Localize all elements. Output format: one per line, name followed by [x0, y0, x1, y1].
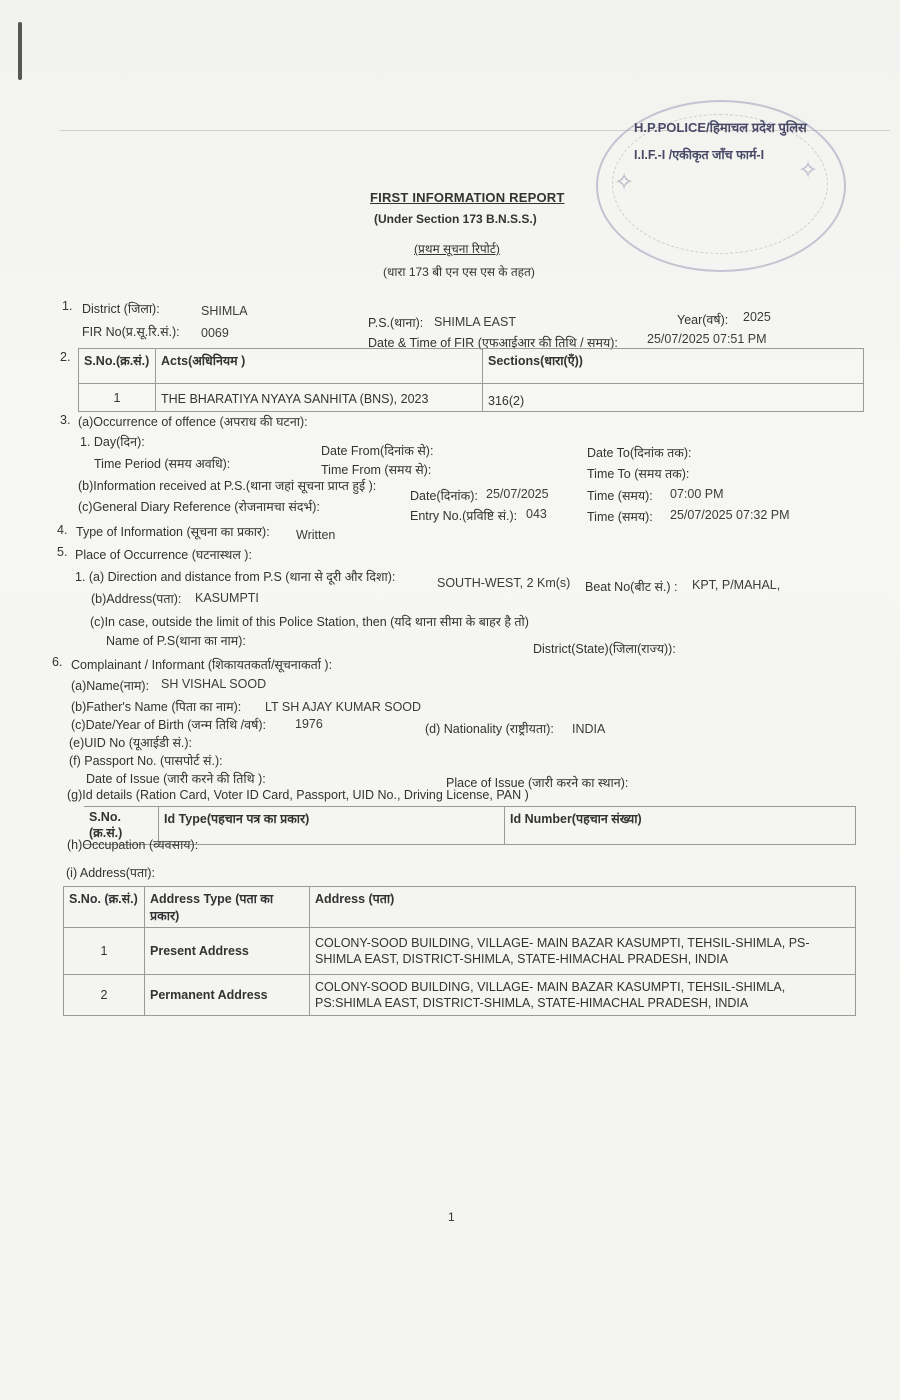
uid-label: (e)UID No (यूआईडी सं.):: [69, 736, 193, 750]
table-header-cell: Address Type (पता का प्रकार): [145, 887, 310, 928]
occupation-label: (h)Occupation (व्यवसाय):: [67, 838, 199, 852]
table-cell: 2: [64, 975, 145, 1016]
nationality-label: (d) Nationality (राष्ट्रीयता):: [425, 722, 554, 736]
name-value: SH VISHAL SOOD: [161, 677, 267, 691]
police-header-line1: H.P.POLICE/हिमाचल प्रदेश पुलिस: [634, 120, 807, 135]
gd-reference-label: (c)General Diary Reference (रोजनामचा संदर्भ):: [78, 500, 320, 514]
direction-value: SOUTH-WEST, 2 Km(s): [437, 576, 571, 590]
star-icon: ✧: [614, 169, 635, 196]
section-number: 3.: [60, 413, 71, 427]
star-icon: ✧: [798, 157, 819, 184]
father-name-value: LT SH AJAY KUMAR SOOD: [265, 700, 422, 714]
district-value: SHIMLA: [201, 304, 248, 318]
time-period-label: Time Period (समय अवधि):: [94, 457, 231, 471]
date-of-issue-label: Date of Issue (जारी करने की तिथि ):: [86, 772, 266, 786]
year-value: 2025: [743, 310, 771, 324]
table-cell: 316(2): [483, 384, 864, 412]
date-from-label: Date From(दिनांक से):: [321, 444, 434, 458]
gd-time-label: Time (समय):: [587, 510, 653, 524]
fir-value: 0069: [201, 326, 229, 340]
place-of-issue-label: Place of Issue (जारी करने का स्थान):: [446, 776, 629, 790]
id-details-label: (g)Id details (Ration Card, Voter ID Card, Passport, UID No., Driving License, PAN ): [67, 788, 529, 802]
table-header-cell: Acts(अधिनियम ): [156, 349, 483, 384]
entry-no-label: Entry No.(प्रविष्टि सं.):: [410, 509, 518, 523]
page-subtitle: (Under Section 173 B.N.S.S.): [374, 212, 537, 226]
table-cell: Permanent Address: [145, 975, 310, 1016]
table-cell: COLONY-SOOD BUILDING, VILLAGE- MAIN BAZAR KASUMPTI, TEHSIL-SHIMLA, PS:SHIMLA EAST, DISTRICT-SHIMLA, STATE-HIMACHAL PRADESH, INDIA: [310, 975, 856, 1016]
nationality-value: INDIA: [572, 722, 606, 736]
page-title-hindi: (प्रथम सूचना रिपोर्ट): [414, 242, 500, 256]
table-row: [79, 384, 864, 412]
page-title: FIRST INFORMATION REPORT: [370, 190, 565, 205]
table-header-row: [79, 349, 864, 384]
dob-value: 1976: [295, 717, 323, 731]
outside-ps-label: (c)In case, outside the limit of this Police Station, then (यदि थाना सीमा के बाहर है तो): [90, 615, 529, 629]
dob-label: (c)Date/Year of Birth (जन्म तिथि /वर्ष):: [71, 718, 266, 732]
table-header-cell: S.No.(क्र.सं.): [84, 807, 159, 845]
table-row: [64, 975, 856, 1016]
place-address-value: KASUMPTI: [195, 591, 259, 605]
date-to-label: Date To(दिनांक तक):: [587, 446, 692, 460]
ps-name-label: Name of P.S(थाना का नाम):: [106, 634, 246, 648]
table-header-cell: Id Type(पहचान पत्र का प्रकार): [159, 807, 505, 845]
table-cell: 1: [79, 384, 156, 412]
table-cell: 1: [64, 928, 145, 975]
id-details-table: [84, 806, 856, 845]
table-cell: THE BHARATIYA NYAYA SANHITA (BNS), 2023: [156, 384, 483, 412]
year-label: Year(वर्ष):: [677, 313, 729, 327]
table-header-cell: Id Number(पहचान संख्या): [505, 807, 856, 845]
occurrence-label: (a)Occurrence of offence (अपराध की घटना):: [78, 415, 308, 429]
table-header-row: [64, 887, 856, 928]
time-from-label: Time From (समय से):: [321, 463, 432, 477]
entry-no-value: 043: [526, 507, 547, 521]
page-subtitle-hindi: (धारा 173 बी एन एस एस के तहत): [383, 265, 535, 279]
binder-mark: [18, 22, 22, 80]
ps-value: SHIMLA EAST: [434, 315, 516, 329]
beat-value: KPT, P/MAHAL,: [692, 578, 781, 592]
fir-datetime-value: 25/07/2025 07:51 PM: [647, 332, 767, 346]
info-time-value: 07:00 PM: [670, 487, 724, 501]
table-header-cell: S.No.(क्र.सं.): [79, 349, 156, 384]
table-header-row: [84, 807, 856, 845]
day-label: 1. Day(दिन):: [80, 435, 145, 449]
direction-label: 1. (a) Direction and distance from P.S (थाना से दूरी और दिशा):: [75, 570, 396, 584]
section-number: 4.: [57, 523, 68, 537]
district-state-label: District(State)(जिला(राज्य)):: [533, 642, 676, 656]
section-number: 2.: [60, 350, 71, 364]
complainant-label: Complainant / Informant (शिकायतकर्ता/सूचनाकर्ता ):: [71, 658, 333, 672]
passport-label: (f) Passport No. (पासपोर्ट सं.):: [69, 754, 223, 768]
fir-datetime-label: Date & Time of FIR (एफआईआर की तिथि / समय):: [368, 336, 618, 350]
father-name-label: (b)Father's Name (पिता का नाम):: [71, 700, 242, 714]
table-row: [64, 928, 856, 975]
info-received-label: (b)Information received at P.S.(थाना जहां सूचना प्राप्त हुई ):: [78, 479, 377, 493]
gd-time-value: 25/07/2025 07:32 PM: [670, 508, 790, 522]
beat-label: Beat No(बीट सं.) :: [585, 580, 678, 594]
address-table: [63, 886, 856, 1016]
table-cell: Present Address: [145, 928, 310, 975]
info-date-label: Date(दिनांक):: [410, 489, 478, 503]
time-to-label: Time To (समय तक):: [587, 467, 690, 481]
table-header-cell: Sections(धारा(एँ)): [483, 349, 864, 384]
info-date-value: 25/07/2025: [486, 487, 549, 501]
acts-table: [78, 348, 864, 412]
table-header-cell: S.No. (क्र.सं.): [64, 887, 145, 928]
fir-label: FIR No(प्र.सू.रि.सं.):: [82, 325, 180, 339]
info-type-label: Type of Information (सूचना का प्रकार):: [76, 525, 270, 539]
section-number: 5.: [57, 545, 68, 559]
section-number: 1.: [62, 299, 73, 313]
address-section-label: (i) Address(पता):: [66, 866, 156, 880]
place-occurrence-label: Place of Occurrence (घटनास्थल ):: [75, 548, 252, 562]
info-time-label: Time (समय):: [587, 489, 653, 503]
page-number: 1: [448, 1210, 455, 1224]
place-address-label: (b)Address(पता):: [91, 592, 182, 606]
table-header-cell: Address (पता): [310, 887, 856, 928]
table-cell: COLONY-SOOD BUILDING, VILLAGE- MAIN BAZAR KASUMPTI, TEHSIL-SHIMLA, PS-SHIMLA EAST, DISTRICT-SHIMLA, STATE-HIMACHAL PRADESH, INDIA: [310, 928, 856, 975]
district-label: District (जिला):: [82, 302, 160, 316]
police-header-line2: I.I.F.-I /एकीकृत जाँच फार्म-I: [634, 148, 765, 162]
ps-label: P.S.(थाना):: [368, 316, 424, 330]
info-type-value: Written: [296, 528, 336, 542]
name-label: (a)Name(नाम):: [71, 679, 150, 693]
section-number: 6.: [52, 655, 63, 669]
